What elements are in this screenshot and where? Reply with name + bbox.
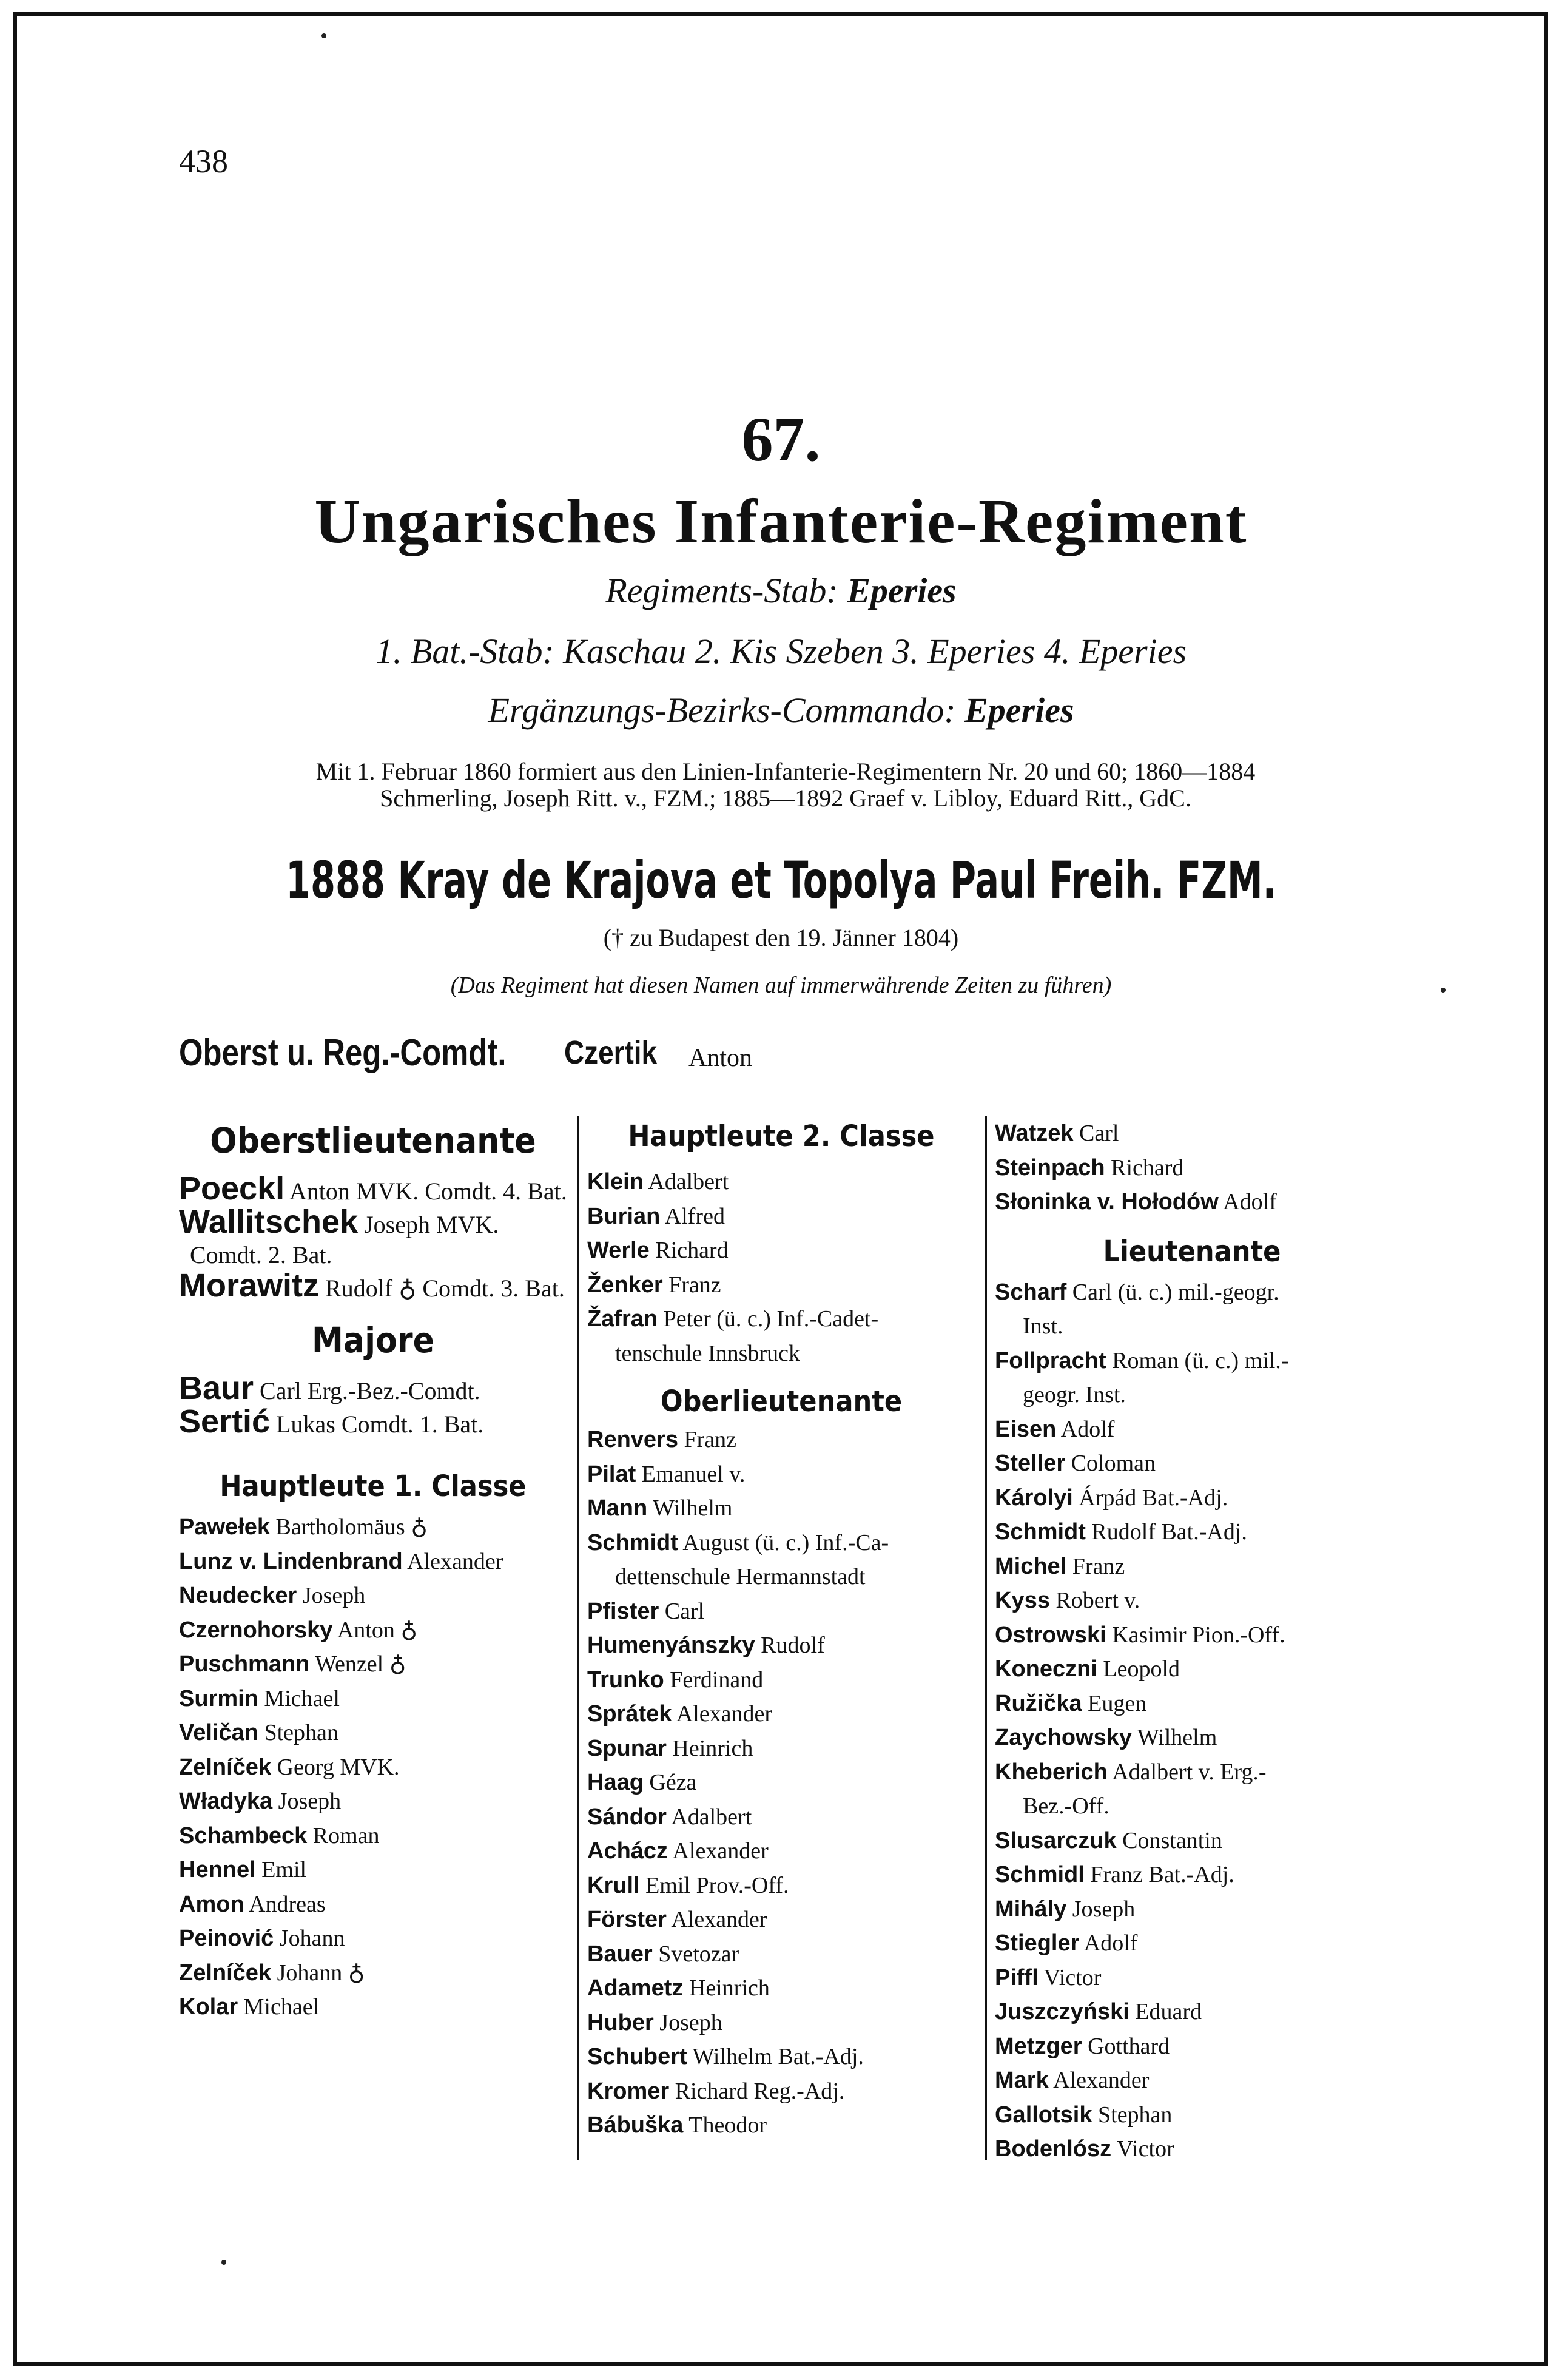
officer-details-continued: Bez.-Off. xyxy=(1023,1793,1109,1819)
officer-surname: Kolar xyxy=(179,1994,238,2020)
officer-details: Joseph MVK. Comdt. 2. Bat. xyxy=(190,1211,499,1269)
officer-details: Peter (ü. c.) Inf.-Cadet- xyxy=(663,1306,879,1332)
section-title-oberstlieutenante: Oberstlieutenante xyxy=(210,1120,536,1161)
officer-entry xyxy=(179,1579,567,1613)
officer-entry xyxy=(995,1481,1389,1515)
officer-details: Michael xyxy=(243,1994,320,2020)
officer-details: Constantin xyxy=(1122,1827,1222,1853)
officer-entry xyxy=(995,1344,1389,1378)
officer-surname: Sprátek xyxy=(587,1701,672,1727)
officer-surname: Haag xyxy=(587,1770,644,1795)
officer-details: Franz xyxy=(668,1272,721,1298)
officer-details: Georg MVK. xyxy=(277,1754,400,1780)
regiments-stab-label: Regiments-Stab: xyxy=(605,571,838,610)
ergaenzungs-commando xyxy=(0,690,1562,730)
column-divider xyxy=(577,1116,579,2160)
officer-surname: Wallitschek xyxy=(179,1204,359,1240)
officer-surname: Metzger xyxy=(995,2033,1082,2059)
officer-entry xyxy=(179,1403,567,1440)
officer-entry xyxy=(587,2006,975,2040)
officer-surname: Schambeck xyxy=(179,1822,308,1849)
officer-surname: Steinpach xyxy=(995,1155,1105,1181)
officer-entry xyxy=(995,1275,1389,1310)
officer-entry xyxy=(179,1267,567,1304)
regiment-motto: (Das Regiment hat diesen Namen auf immerwährende Zeiten zu führen) xyxy=(450,973,1112,998)
officer-details: Johann ♁ xyxy=(277,1960,365,1986)
officer-entry xyxy=(995,1583,1389,1618)
officer-details: Victor xyxy=(1116,2136,1174,2162)
officer-details: Franz Bat.-Adj. xyxy=(1090,1862,1234,1887)
officer-details: Richard Reg.-Adj. xyxy=(675,2078,845,2104)
officer-details: Adolf xyxy=(1060,1416,1115,1442)
officer-surname: Veličan xyxy=(179,1720,258,1745)
column-divider xyxy=(985,1116,987,2160)
officer-details: Coloman xyxy=(1071,1451,1156,1476)
officer-surname: Scharf xyxy=(995,1279,1067,1305)
officer-surname: Zelníček xyxy=(179,1754,272,1780)
officer-surname: Zaychowsky xyxy=(995,1725,1132,1750)
officer-surname: Stiegler xyxy=(995,1930,1080,1956)
officer-details: Joseph xyxy=(278,1788,342,1814)
officer-entry xyxy=(587,1423,975,1457)
officer-entry xyxy=(995,1755,1389,1790)
officer-surname: Schubert xyxy=(587,2044,687,2069)
regiment-history xyxy=(176,758,1395,812)
officer-surname: Renvers xyxy=(587,1427,678,1452)
officer-entry xyxy=(587,2040,975,2074)
officer-details: Richard xyxy=(655,1238,729,1263)
officer-entry xyxy=(587,1233,975,1268)
officer-entry xyxy=(995,1687,1389,1721)
colonel-line xyxy=(179,1031,752,1074)
officer-surname: Lunz v. Lindenbrand xyxy=(179,1548,403,1574)
officer-entry xyxy=(179,1370,567,1406)
regiments-stab-place: Eperies xyxy=(847,571,957,610)
officer-details: Emil Prov.-Off. xyxy=(645,1872,789,1898)
officer-details-continued: dettenschule Hermannstadt xyxy=(615,1564,866,1589)
officer-details: Bartholomäus ♁ xyxy=(275,1514,428,1540)
officer-entry xyxy=(179,1956,567,1991)
officer-details: Svetozar xyxy=(658,1941,739,1967)
officer-surname: Schmidl xyxy=(995,1862,1085,1887)
officer-entry xyxy=(995,1446,1389,1481)
officer-entry xyxy=(179,1682,567,1716)
officer-entry xyxy=(995,2132,1389,2166)
officer-entry xyxy=(179,1170,567,1207)
officer-surname: Förster xyxy=(587,1907,667,1932)
officer-surname: Trunko xyxy=(587,1667,664,1693)
officer-details: Lukas Comdt. 1. Bat. xyxy=(276,1411,484,1438)
regiment-namesake: 1888 Kray de Krajova et Topolya Paul Freih. FZM. xyxy=(285,851,1277,910)
officer-details-continued: Inst. xyxy=(1023,1313,1063,1339)
officer-entry xyxy=(587,1971,975,2006)
officer-details-continued: tenschule Innsbruck xyxy=(615,1340,800,1366)
officer-details: Alexander xyxy=(672,1838,769,1864)
history-line: Mit 1. Februar 1860 formiert aus den Linien-Infanterie-Regimentern Nr. 20 und 60; 1860—1884 xyxy=(315,758,1256,785)
officer-surname: Sertić xyxy=(179,1403,271,1440)
officer-surname: Pawełek xyxy=(179,1514,270,1540)
officer-entry xyxy=(587,1937,975,1972)
officer-details: Stephan xyxy=(264,1720,338,1745)
officer-details: Carl Erg.-Bez.-Comdt. xyxy=(260,1377,480,1404)
officer-surname: Sándor xyxy=(587,1804,667,1830)
ergaenzung-place: Eperies xyxy=(964,690,1074,730)
officer-details: Wilhelm Bat.-Adj. xyxy=(692,2044,864,2069)
officer-surname: Spunar xyxy=(587,1735,667,1761)
officer-details: Rudolf ♁ Comdt. 3. Bat. xyxy=(325,1275,565,1302)
officer-surname: Michel xyxy=(995,1553,1067,1579)
officer-details: Géza xyxy=(649,1770,697,1795)
officer-entry xyxy=(995,1515,1389,1549)
officer-details: Carl xyxy=(1079,1121,1119,1146)
officer-entry xyxy=(179,1887,567,1922)
bataillon-stabs: 1. Bat.-Stab: Kaschau 2. Kis Szeben 3. Eperies 4. Eperies xyxy=(375,632,1187,671)
officer-entry xyxy=(179,1750,567,1785)
officer-details: Michael xyxy=(264,1685,340,1711)
officer-details: Adolf xyxy=(1083,1930,1138,1956)
namesake-death-note: († zu Budapest den 19. Jänner 1804) xyxy=(603,924,959,951)
section-title-hauptleute-1: Hauptleute 1. Classe xyxy=(220,1469,527,1503)
officer-entry xyxy=(587,1457,975,1492)
officer-surname: Koneczni xyxy=(995,1656,1097,1682)
officer-details: Adalbert xyxy=(648,1169,729,1195)
officer-surname: Steller xyxy=(995,1451,1066,1476)
officer-surname: Morawitz xyxy=(179,1267,320,1304)
officer-details: Rudolf Bat.-Adj. xyxy=(1091,1519,1247,1545)
officer-entry xyxy=(587,2108,975,2143)
officer-entry xyxy=(995,2029,1389,2064)
officer-entry xyxy=(179,1545,567,1579)
officer-entry xyxy=(587,1903,975,1937)
officer-surname: Kyss xyxy=(995,1588,1050,1613)
officer-surname: Poeckl xyxy=(179,1170,285,1207)
officer-details: Adolf xyxy=(1223,1189,1277,1215)
officer-surname: Ružička xyxy=(995,1690,1082,1716)
officer-entry xyxy=(179,1784,567,1819)
officer-entry xyxy=(587,1594,975,1629)
officer-surname: Amon xyxy=(179,1891,244,1917)
officer-surname: Huber xyxy=(587,2009,654,2035)
oberlieutenante-continued-list xyxy=(995,1116,1389,1219)
lieutenante-list xyxy=(995,1275,1389,2166)
officer-details: Carl (ü. c.) mil.-geogr. xyxy=(1072,1279,1279,1305)
officer-surname: Humenyánszky xyxy=(587,1633,755,1658)
officer-entry xyxy=(179,1921,567,1956)
officer-surname: Ženker xyxy=(587,1272,663,1298)
officer-entry xyxy=(995,1652,1389,1687)
officer-surname: Burian xyxy=(587,1203,661,1229)
page-number: 438 xyxy=(179,143,228,180)
officer-entry xyxy=(587,1765,975,1800)
officer-surname: Achácz xyxy=(587,1838,668,1864)
officer-entry xyxy=(179,1204,567,1270)
colonel-surname: Czertik xyxy=(564,1034,658,1071)
officer-surname: Bauer xyxy=(587,1941,653,1967)
officer-entry xyxy=(587,1869,975,1903)
officer-details: Wilhelm xyxy=(653,1495,733,1521)
officer-entry xyxy=(179,1613,567,1648)
officer-entry xyxy=(179,1510,567,1545)
officer-entry xyxy=(179,1990,567,2024)
officer-surname: Czernohorsky xyxy=(179,1617,333,1643)
officer-surname: Surmin xyxy=(179,1685,258,1711)
officer-surname: Bodenlósz xyxy=(995,2136,1112,2162)
officer-surname: Watzek xyxy=(995,1121,1074,1146)
majore-list xyxy=(179,1370,567,1440)
officer-entry xyxy=(587,1663,975,1697)
officer-entry xyxy=(587,1302,975,1337)
officer-entry xyxy=(995,1926,1389,1961)
officer-surname: Follpracht xyxy=(995,1347,1106,1374)
officer-entry xyxy=(995,1185,1389,1219)
colonel-given-name: Anton xyxy=(688,1044,752,1072)
officer-entry xyxy=(995,1549,1389,1584)
officer-entry xyxy=(587,1491,975,1526)
officer-details: Emil xyxy=(261,1857,307,1883)
officer-surname: Eisen xyxy=(995,1416,1057,1442)
officer-surname: Žafran xyxy=(587,1306,658,1332)
officer-surname: Puschmann xyxy=(179,1651,310,1677)
officer-details: Rudolf xyxy=(761,1633,825,1658)
officer-entry xyxy=(995,1116,1389,1151)
officer-surname: Gallotsik xyxy=(995,2102,1092,2128)
section-title-hauptleute-2: Hauptleute 2. Classe xyxy=(628,1119,935,1153)
column-2 xyxy=(587,1116,975,2143)
officer-surname: Kheberich xyxy=(995,1759,1108,1785)
officer-entry xyxy=(587,1731,975,1766)
officer-details: Emanuel v. xyxy=(641,1461,746,1487)
officer-entry xyxy=(995,1824,1389,1858)
officer-details: Joseph xyxy=(1072,1896,1136,1922)
officer-surname: Zelníček xyxy=(179,1960,272,1986)
officer-details: Joseph xyxy=(659,2009,722,2035)
section-title-majore: Majore xyxy=(311,1320,434,1361)
officer-surname: Ostrowski xyxy=(995,1622,1106,1648)
officer-details: Adalbert v. Erg.- xyxy=(1112,1759,1267,1785)
print-speck xyxy=(321,33,326,38)
officer-surname: Bábuška xyxy=(587,2112,684,2138)
officer-surname: Pfister xyxy=(587,1598,659,1624)
officer-surname: Adametz xyxy=(587,1975,684,2001)
hauptleute-1-list xyxy=(179,1510,567,2024)
officer-surname: Pilat xyxy=(587,1461,636,1487)
officer-surname: Władyka xyxy=(179,1788,273,1814)
officer-entry xyxy=(995,1892,1389,1927)
officer-details: Anton MVK. Comdt. 4. Bat. xyxy=(289,1178,567,1205)
officer-entry xyxy=(995,1412,1389,1447)
officer-details-continued: geogr. Inst. xyxy=(1023,1382,1126,1407)
officer-surname: Hennel xyxy=(179,1857,256,1883)
column-3 xyxy=(995,1116,1389,2166)
officer-details: Eduard xyxy=(1135,1999,1202,2024)
officer-entry xyxy=(587,2074,975,2109)
officer-entry xyxy=(587,1199,975,1234)
oberstlieutenante-list xyxy=(179,1170,567,1304)
history-line: Schmerling, Joseph Ritt. v., FZM.; 1885—1892 Graef v. Libloy, Eduard Ritt., GdC. xyxy=(380,784,1191,812)
officer-entry xyxy=(995,1151,1389,1185)
officer-surname: Mihály xyxy=(995,1896,1067,1922)
officer-details: August (ü. c.) Inf.-Ca- xyxy=(682,1529,889,1556)
officer-surname: Słoninka v. Hołodów xyxy=(995,1189,1219,1215)
colonel-rank: Oberst u. Reg.-Comdt. xyxy=(179,1032,507,1074)
officer-entry xyxy=(587,1800,975,1835)
officer-surname: Schmidt xyxy=(587,1529,678,1556)
officer-surname: Krull xyxy=(587,1872,640,1898)
regiment-number: 67. xyxy=(741,405,821,474)
officer-entry xyxy=(995,1995,1389,2029)
officer-surname: Baur xyxy=(179,1370,254,1406)
officer-details: Franz xyxy=(1072,1553,1125,1579)
officer-details: Alfred xyxy=(664,1203,725,1229)
officer-surname: Klein xyxy=(587,1169,644,1195)
officer-details: Wilhelm xyxy=(1137,1725,1217,1750)
officer-entry xyxy=(995,1618,1389,1653)
officer-details: Andreas xyxy=(249,1891,326,1917)
officer-details: Franz xyxy=(684,1427,737,1452)
officer-entry xyxy=(587,1268,975,1303)
officer-details: Stephan xyxy=(1098,2102,1173,2128)
officer-details: Adalbert xyxy=(671,1804,752,1830)
officer-details: Eugen xyxy=(1088,1690,1147,1716)
officer-entry xyxy=(995,1858,1389,1892)
officer-details: Alexander xyxy=(676,1701,773,1727)
officer-details: Alexander xyxy=(671,1907,767,1932)
officer-entry xyxy=(995,1721,1389,1755)
officer-details: Roman xyxy=(312,1822,380,1849)
officer-details: Árpád Bat.-Adj. xyxy=(1079,1485,1228,1511)
officer-details: Anton ♁ xyxy=(337,1617,418,1643)
officer-surname: Slusarczuk xyxy=(995,1827,1117,1853)
officer-entry xyxy=(587,1526,975,1560)
regiment-title: Ungarisches Infanterie-Regiment xyxy=(314,487,1248,556)
officer-surname: Mann xyxy=(587,1495,648,1521)
officer-details: Theodor xyxy=(688,2112,767,2138)
officer-details: Victor xyxy=(1043,1964,1102,1991)
officer-entry xyxy=(179,1647,567,1682)
officer-details: Alexander xyxy=(1053,2068,1150,2093)
officer-surname: Neudecker xyxy=(179,1583,297,1608)
officer-surname: Károlyi xyxy=(995,1485,1073,1511)
officer-entry xyxy=(587,1834,975,1869)
hauptleute-2-list xyxy=(587,1165,975,1370)
column-1 xyxy=(179,1116,567,2024)
officer-details: Ferdinand xyxy=(670,1667,764,1693)
officer-entry xyxy=(179,1853,567,1887)
print-speck xyxy=(221,2260,226,2265)
officer-surname: Kromer xyxy=(587,2078,670,2104)
section-title-oberlieutenante: Oberlieutenante xyxy=(660,1384,903,1418)
officer-details: Robert v. xyxy=(1055,1588,1140,1613)
officer-details: Heinrich xyxy=(672,1735,753,1761)
officer-details: Alexander xyxy=(407,1548,503,1574)
officer-entry xyxy=(995,2063,1389,2098)
ergaenzung-label: Ergänzungs-Bezirks-Commando: xyxy=(488,690,956,730)
officer-details: Leopold xyxy=(1103,1656,1180,1682)
officer-surname: Werle xyxy=(587,1238,650,1263)
officer-surname: Mark xyxy=(995,2068,1049,2093)
officer-entry xyxy=(587,1165,975,1199)
officer-details: Roman (ü. c.) mil.- xyxy=(1112,1347,1289,1374)
officer-details: Heinrich xyxy=(688,1975,770,2001)
officer-entry xyxy=(179,1819,567,1853)
officer-entry xyxy=(179,1716,567,1750)
officer-details: Wenzel ♁ xyxy=(315,1651,406,1677)
officer-surname: Peinović xyxy=(179,1926,274,1951)
officer-details: Johann xyxy=(279,1926,345,1951)
officer-entry xyxy=(995,1961,1389,1995)
officer-surname: Piffl xyxy=(995,1964,1039,1991)
officer-details: Richard xyxy=(1111,1155,1184,1181)
officer-surname: Juszczyński xyxy=(995,1999,1129,2024)
officer-details: Joseph xyxy=(302,1583,366,1608)
officer-surname: Schmidt xyxy=(995,1519,1086,1545)
regiments-stab xyxy=(0,570,1562,611)
officer-details: Carl xyxy=(664,1598,705,1624)
officer-details: Kasimir Pion.-Off. xyxy=(1112,1622,1285,1648)
officer-entry xyxy=(995,2098,1389,2132)
officer-details: Gotthard xyxy=(1088,2033,1170,2059)
officer-entry xyxy=(587,1628,975,1663)
section-title-lieutenante: Lieutenante xyxy=(1103,1234,1281,1269)
oberlieutenante-list xyxy=(587,1423,975,2143)
officer-entry xyxy=(587,1697,975,1731)
